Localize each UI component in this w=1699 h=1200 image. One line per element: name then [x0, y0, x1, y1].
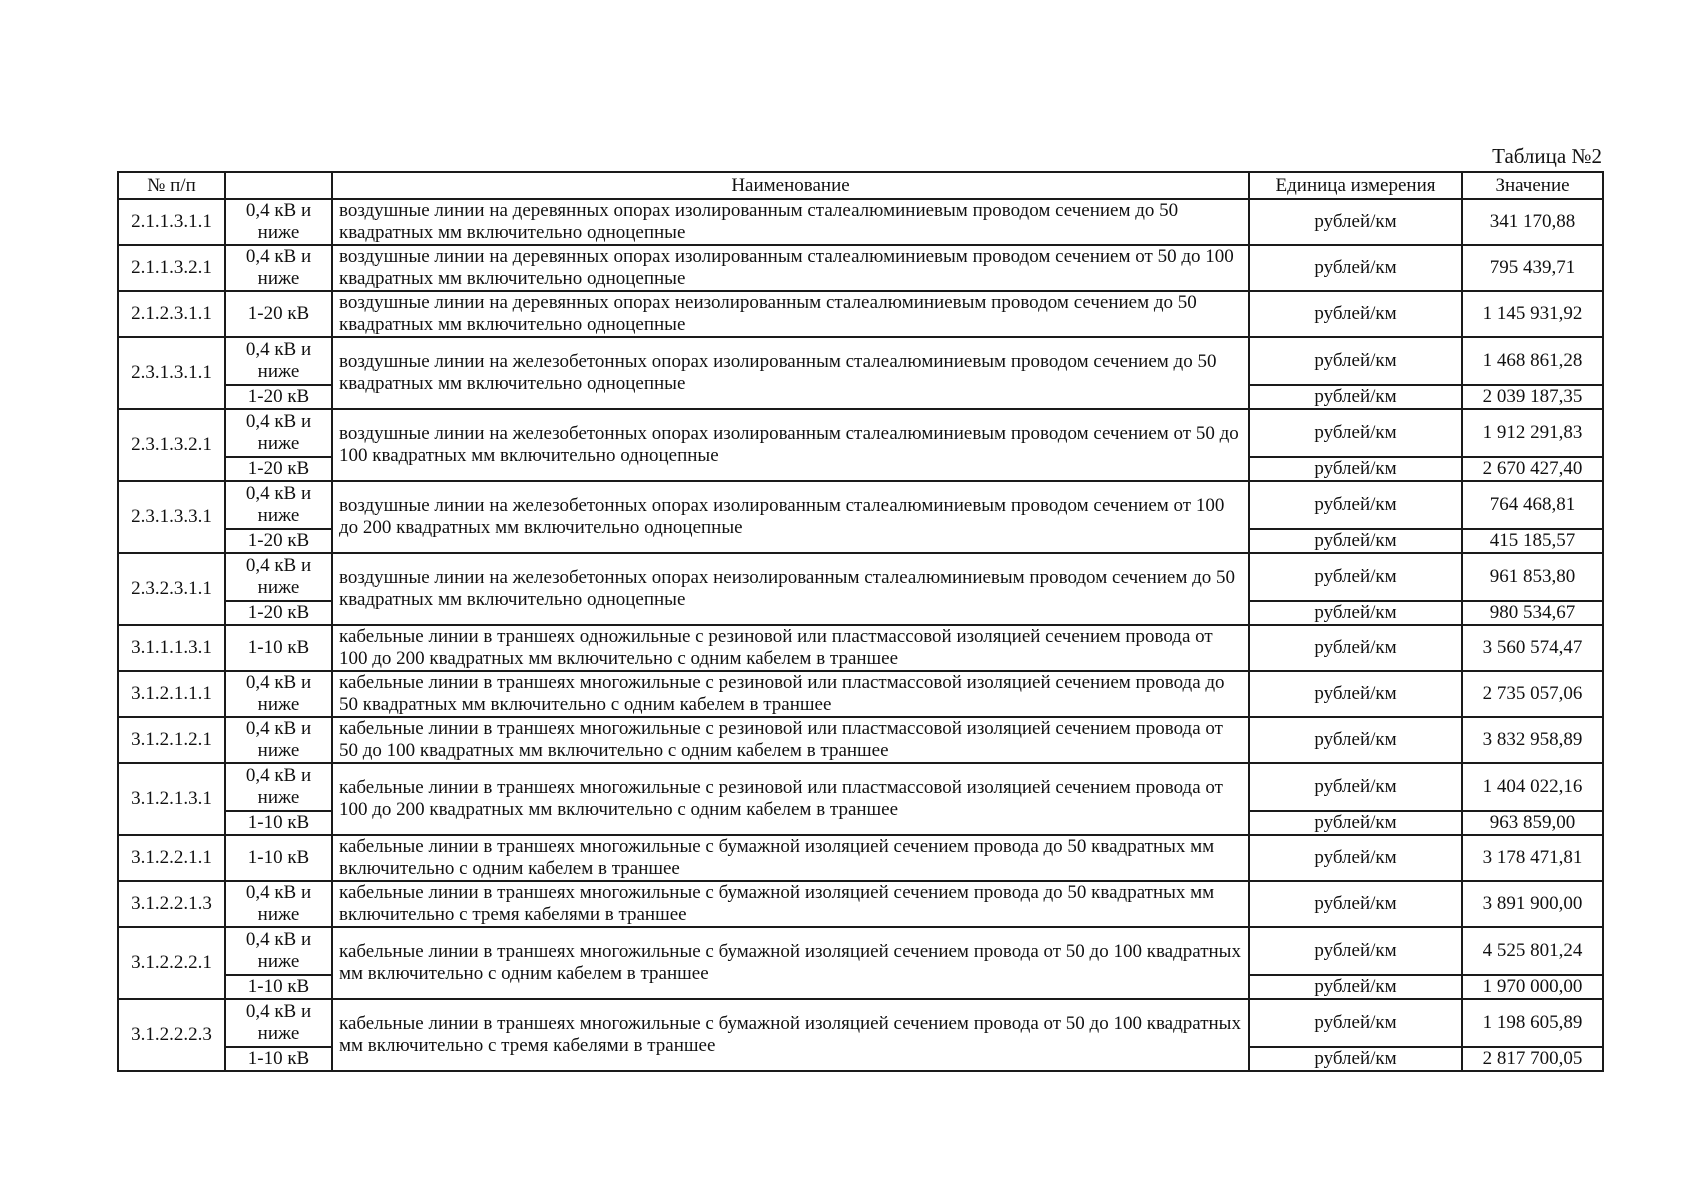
- table-row: [118, 881, 1603, 927]
- row-number: 2.3.2.3.1.1: [118, 553, 225, 625]
- line-description: воздушные линии на деревянных опорах неизолированным сталеалюминиевым проводом сечением до 50 квадратных мм включительно одноцепные: [332, 291, 1249, 337]
- voltage-class: 0,4 кВ и ниже: [225, 999, 332, 1047]
- table-caption: Таблица №2: [1492, 144, 1602, 168]
- rate-value: 4 525 801,24: [1462, 927, 1603, 975]
- table-row: [118, 553, 1603, 601]
- rate-value: 3 891 900,00: [1462, 881, 1603, 927]
- unit-of-measure: рублей/км: [1249, 625, 1462, 671]
- voltage-class: 1-20 кВ: [225, 291, 332, 337]
- rate-value: 1 404 022,16: [1462, 763, 1603, 811]
- table-row: [118, 717, 1603, 763]
- line-description: кабельные линии в траншеях многожильные с бумажной изоляцией сечением провода от 50 до 100 квадратных мм включительно с тремя кабелями в траншее: [332, 999, 1249, 1071]
- unit-of-measure: рублей/км: [1249, 245, 1462, 291]
- voltage-class: 1-10 кВ: [225, 811, 332, 835]
- table-row: [118, 245, 1603, 291]
- voltage-class: 0,4 кВ и ниже: [225, 409, 332, 457]
- table-row: [118, 835, 1603, 881]
- line-description: кабельные линии в траншеях многожильные с бумажной изоляцией сечением провода до 50 квадратных мм включительно с одним кабелем в траншее: [332, 835, 1249, 881]
- unit-of-measure: рублей/км: [1249, 763, 1462, 811]
- rate-value: 963 859,00: [1462, 811, 1603, 835]
- rate-value: 764 468,81: [1462, 481, 1603, 529]
- row-number: 3.1.2.1.1.1: [118, 671, 225, 717]
- row-number: 2.3.1.3.2.1: [118, 409, 225, 481]
- table-row: [118, 763, 1603, 811]
- voltage-class: 0,4 кВ и ниже: [225, 763, 332, 811]
- unit-of-measure: рублей/км: [1249, 1047, 1462, 1071]
- line-description: воздушные линии на деревянных опорах изолированным сталеалюминиевым проводом сечением от 50 до 100 квадратных мм включительно одноцепные: [332, 245, 1249, 291]
- unit-of-measure: рублей/км: [1249, 529, 1462, 553]
- table-row: [118, 625, 1603, 671]
- voltage-class: 0,4 кВ и ниже: [225, 927, 332, 975]
- unit-of-measure: рублей/км: [1249, 291, 1462, 337]
- voltage-class: 0,4 кВ и ниже: [225, 717, 332, 763]
- unit-of-measure: рублей/км: [1249, 999, 1462, 1047]
- rate-value: 3 560 574,47: [1462, 625, 1603, 671]
- line-description: воздушные линии на железобетонных опорах неизолированным сталеалюминиевым проводом сечением до 50 квадратных мм включительно одноцепные: [332, 553, 1249, 625]
- voltage-class: 1-10 кВ: [225, 625, 332, 671]
- row-number: 2.3.1.3.1.1: [118, 337, 225, 409]
- unit-of-measure: рублей/км: [1249, 337, 1462, 385]
- unit-of-measure: рублей/км: [1249, 409, 1462, 457]
- row-number: 3.1.2.2.2.1: [118, 927, 225, 999]
- voltage-class: 0,4 кВ и ниже: [225, 553, 332, 601]
- rate-value: 795 439,71: [1462, 245, 1603, 291]
- header-value: Значение: [1462, 172, 1603, 199]
- line-description: кабельные линии в траншеях многожильные с резиновой или пластмассовой изоляцией сечением провода от 100 до 200 квадратных мм включительно с одним кабелем в траншее: [332, 763, 1249, 835]
- voltage-class: 0,4 кВ и ниже: [225, 481, 332, 529]
- row-number: 3.1.2.1.2.1: [118, 717, 225, 763]
- table-row: [118, 291, 1603, 337]
- rate-value: 2 817 700,05: [1462, 1047, 1603, 1071]
- voltage-class: 1-20 кВ: [225, 529, 332, 553]
- unit-of-measure: рублей/км: [1249, 601, 1462, 625]
- voltage-class: 1-10 кВ: [225, 1047, 332, 1071]
- row-number: 2.1.1.3.2.1: [118, 245, 225, 291]
- header-unit: Единица измерения: [1249, 172, 1462, 199]
- table-header-row: [118, 172, 1603, 199]
- unit-of-measure: рублей/км: [1249, 717, 1462, 763]
- rate-value: 2 735 057,06: [1462, 671, 1603, 717]
- tariff-table: [117, 171, 1604, 1072]
- rate-value: 3 832 958,89: [1462, 717, 1603, 763]
- row-number: 3.1.2.2.2.3: [118, 999, 225, 1071]
- voltage-class: 0,4 кВ и ниже: [225, 245, 332, 291]
- unit-of-measure: рублей/км: [1249, 199, 1462, 245]
- table-row: [118, 671, 1603, 717]
- line-description: воздушные линии на железобетонных опорах изолированным сталеалюминиевым проводом сечением от 50 до 100 квадратных мм включительно одноцепные: [332, 409, 1249, 481]
- line-description: кабельные линии в траншеях многожильные с бумажной изоляцией сечением провода от 50 до 100 квадратных мм включительно с одним кабелем в траншее: [332, 927, 1249, 999]
- unit-of-measure: рублей/км: [1249, 553, 1462, 601]
- row-number: 3.1.1.1.3.1: [118, 625, 225, 671]
- row-number: 3.1.2.2.1.3: [118, 881, 225, 927]
- header-num: № п/п: [118, 172, 225, 199]
- unit-of-measure: рублей/км: [1249, 457, 1462, 481]
- line-description: кабельные линии в траншеях одножильные с резиновой или пластмассовой изоляцией сечением провода от 100 до 200 квадратных мм включительно с одним кабелем в траншее: [332, 625, 1249, 671]
- row-number: 2.1.2.3.1.1: [118, 291, 225, 337]
- rate-value: 3 178 471,81: [1462, 835, 1603, 881]
- unit-of-measure: рублей/км: [1249, 975, 1462, 999]
- unit-of-measure: рублей/км: [1249, 835, 1462, 881]
- rate-value: 1 145 931,92: [1462, 291, 1603, 337]
- rate-value: 1 468 861,28: [1462, 337, 1603, 385]
- line-description: кабельные линии в траншеях многожильные с резиновой или пластмассовой изоляцией сечением провода до 50 квадратных мм включительно с одним кабелем в траншее: [332, 671, 1249, 717]
- table-row: [118, 999, 1603, 1047]
- rate-value: 341 170,88: [1462, 199, 1603, 245]
- row-number: 3.1.2.1.3.1: [118, 763, 225, 835]
- header-voltage: [225, 172, 332, 199]
- line-description: воздушные линии на железобетонных опорах изолированным сталеалюминиевым проводом сечением до 50 квадратных мм включительно одноцепные: [332, 337, 1249, 409]
- voltage-class: 1-10 кВ: [225, 975, 332, 999]
- line-description: воздушные линии на деревянных опорах изолированным сталеалюминиевым проводом сечением до 50 квадратных мм включительно одноцепные: [332, 199, 1249, 245]
- table-row: [118, 927, 1603, 975]
- line-description: кабельные линии в траншеях многожильные с бумажной изоляцией сечением провода до 50 квадратных мм включительно с тремя кабелями в траншее: [332, 881, 1249, 927]
- unit-of-measure: рублей/км: [1249, 811, 1462, 835]
- header-name: Наименование: [332, 172, 1249, 199]
- row-number: 2.1.1.3.1.1: [118, 199, 225, 245]
- voltage-class: 1-10 кВ: [225, 835, 332, 881]
- voltage-class: 0,4 кВ и ниже: [225, 671, 332, 717]
- unit-of-measure: рублей/км: [1249, 927, 1462, 975]
- rate-value: 1 198 605,89: [1462, 999, 1603, 1047]
- rate-value: 2 670 427,40: [1462, 457, 1603, 481]
- voltage-class: 0,4 кВ и ниже: [225, 337, 332, 385]
- unit-of-measure: рублей/км: [1249, 671, 1462, 717]
- row-number: 2.3.1.3.3.1: [118, 481, 225, 553]
- table-row: [118, 409, 1603, 457]
- voltage-class: 1-20 кВ: [225, 457, 332, 481]
- voltage-class: 0,4 кВ и ниже: [225, 199, 332, 245]
- voltage-class: 0,4 кВ и ниже: [225, 881, 332, 927]
- unit-of-measure: рублей/км: [1249, 881, 1462, 927]
- line-description: воздушные линии на железобетонных опорах изолированным сталеалюминиевым проводом сечением от 100 до 200 квадратных мм включительно одноцепные: [332, 481, 1249, 553]
- table-row: [118, 337, 1603, 385]
- rate-value: 1 970 000,00: [1462, 975, 1603, 999]
- row-number: 3.1.2.2.1.1: [118, 835, 225, 881]
- table-row: [118, 481, 1603, 529]
- line-description: кабельные линии в траншеях многожильные с резиновой или пластмассовой изоляцией сечением провода от 50 до 100 квадратных мм включительно с одним кабелем в траншее: [332, 717, 1249, 763]
- unit-of-measure: рублей/км: [1249, 385, 1462, 409]
- rate-value: 2 039 187,35: [1462, 385, 1603, 409]
- unit-of-measure: рублей/км: [1249, 481, 1462, 529]
- rate-value: 1 912 291,83: [1462, 409, 1603, 457]
- rate-value: 961 853,80: [1462, 553, 1603, 601]
- table-row: [118, 199, 1603, 245]
- table-body: [118, 199, 1603, 1071]
- voltage-class: 1-20 кВ: [225, 601, 332, 625]
- rate-value: 415 185,57: [1462, 529, 1603, 553]
- rate-value: 980 534,67: [1462, 601, 1603, 625]
- voltage-class: 1-20 кВ: [225, 385, 332, 409]
